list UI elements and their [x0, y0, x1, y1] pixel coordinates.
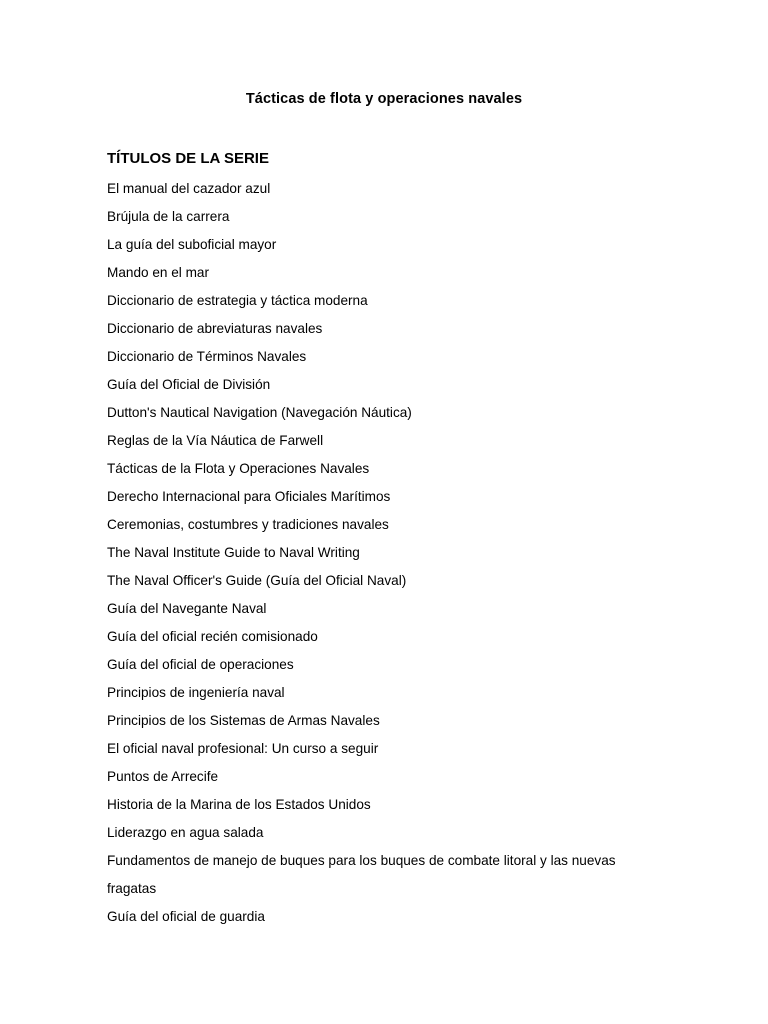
list-item: Fundamentos de manejo de buques para los buques de combate litoral y las nuevas fragatas — [107, 853, 616, 896]
list-item: Principios de ingeniería naval — [107, 685, 285, 700]
list-item: Dutton's Nautical Navigation (Navegación Náutica) — [107, 405, 412, 420]
series-title-list — [107, 175, 627, 931]
list-item: Diccionario de estrategia y táctica moderna — [107, 293, 368, 308]
list-item: The Naval Officer's Guide (Guía del Oficial Naval) — [107, 573, 407, 588]
list-item: Mando en el mar — [107, 265, 210, 280]
document-title: Tácticas de flota y operaciones navales — [245, 91, 523, 107]
list-item: The Naval Institute Guide to Naval Writing — [107, 545, 360, 560]
list-item: La guía del suboficial mayor — [107, 237, 277, 252]
list-item: Guía del oficial de operaciones — [107, 657, 294, 672]
list-item: Ceremonias, costumbres y tradiciones navales — [107, 517, 389, 532]
list-item: Guía del oficial recién comisionado — [107, 629, 318, 644]
list-item: Reglas de la Vía Náutica de Farwell — [107, 433, 324, 448]
list-item: El manual del cazador azul — [107, 181, 271, 196]
list-item: Principios de los Sistemas de Armas Navales — [107, 713, 380, 728]
list-item: El oficial naval profesional: Un curso a seguir — [107, 741, 379, 756]
section-heading: TÍTULOS DE LA SERIE — [107, 150, 269, 167]
list-item: Derecho Internacional para Oficiales Marítimos — [107, 489, 391, 504]
list-item: Guía del Navegante Naval — [107, 601, 267, 616]
list-item: Puntos de Arrecife — [107, 769, 219, 784]
list-item: Brújula de la carrera — [107, 209, 230, 224]
list-item: Guía del Oficial de División — [107, 377, 271, 392]
list-item: Diccionario de Términos Navales — [107, 349, 307, 364]
list-item: Tácticas de la Flota y Operaciones Navales — [107, 461, 370, 476]
list-item: Diccionario de abreviaturas navales — [107, 321, 323, 336]
list-item: Guía del oficial de guardia — [107, 909, 265, 924]
list-item: Historia de la Marina de los Estados Unidos — [107, 797, 371, 812]
list-item: Liderazgo en agua salada — [107, 825, 264, 840]
